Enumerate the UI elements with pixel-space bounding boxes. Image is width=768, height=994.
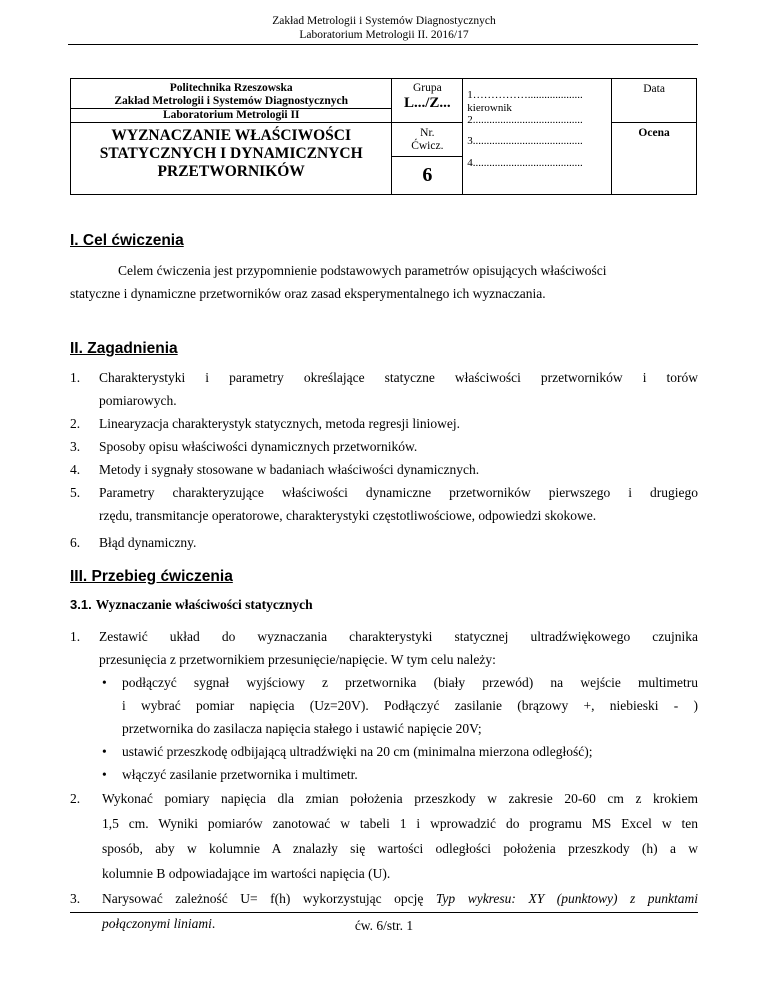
member-4-line: 4........................................ xyxy=(467,157,583,169)
title-line-2: STATYCZNYCH I DYNAMICZNYCH xyxy=(99,145,363,162)
list-item: 2. Linearyzacja charakterystyk statycznych, metoda regresji liniowej. xyxy=(70,416,460,431)
section-1-line-1: Celem ćwiczenia jest przypomnienie podstawowych parametrów opisujących właściwości xyxy=(118,263,607,278)
bullet-icon: • xyxy=(102,744,107,759)
section-3-heading: III. Przebieg ćwiczenia xyxy=(70,568,233,585)
topics-list xyxy=(70,366,698,554)
header-line-2: Laboratorium Metrologii II. 2016/17 xyxy=(299,29,469,41)
subsection-title: Wyznaczanie właściwości statycznych xyxy=(95,597,313,612)
list-item: 3. Narysować zależność U= f(h) wykorzystując opcję Typ wykresu: XY (punktowy) z punktami połączonymi liniami. xyxy=(70,891,699,931)
header-rule xyxy=(68,44,698,45)
subsection-number: 3.1. xyxy=(70,597,92,612)
list-item: 2. Wykonać pomiary napięcia dla zmian położenia przeszkody w zakresie 20-60 cm z krokiem 1,5 cm. Wyniki pomiarów zanotować w tabeli 1 i wprowadzić do programu MS Excel w ten sposób, aby w kolumnie A znalazły się wartości odległości położenia przeszkody (h) a w kolumnie B odpowiadające im wartości napięcia (U). xyxy=(70,791,698,881)
university-cell xyxy=(71,79,392,109)
procedure-list xyxy=(70,625,698,936)
title-line-3: PRZETWORNIKÓW xyxy=(157,163,305,180)
members-list xyxy=(463,79,611,170)
footer-rule xyxy=(70,912,698,913)
member-1-line: 1…………….................... xyxy=(467,89,583,101)
list-item: 1. Zestawić układ do wyznaczania charakterystyki statycznej ultradźwiękowego czujnika przesunięcia z przetwornikiem przesunięcie/napięcie. W tym celu należy: xyxy=(70,629,698,667)
exercise-label-1: Nr. xyxy=(420,127,435,139)
group-label: Grupa xyxy=(412,82,442,94)
header-line-1: Zakład Metrologii i Systemów Diagnostycznych xyxy=(272,15,496,27)
date-cell xyxy=(612,79,697,123)
university-name: Politechnika Rzeszowska xyxy=(169,82,293,94)
lab-cell xyxy=(71,109,392,123)
list-item: 1. Charakterystyki i parametry określające statyczne właściwości przetworników i torów pomiarowych. xyxy=(70,370,698,408)
group-cell xyxy=(392,79,463,123)
exercise-number: 6 xyxy=(422,164,433,186)
title-cell xyxy=(71,123,392,195)
grade-label: Ocena xyxy=(638,127,670,139)
bullet-item: • ustawić przeszkodę odbijającą ultradźwięki na 20 cm (minimalna mierzona odległość); xyxy=(70,740,698,763)
list-item: 4. Metody i sygnały stosowane w badaniach właściwości dynamicznych. xyxy=(70,462,480,477)
exercise-title xyxy=(71,123,391,181)
leader-label: kierownik xyxy=(467,101,512,114)
date-label: Data xyxy=(643,83,665,95)
list-item: 3. Sposoby opisu właściwości dynamicznych przetworników. xyxy=(70,439,418,454)
exercise-number-label-cell xyxy=(392,123,463,157)
member-2-line: 2........................................ xyxy=(467,114,583,126)
bullet-icon: • xyxy=(102,767,107,782)
lab-name: Laboratorium Metrologii II xyxy=(162,109,300,121)
exercise-label-2: Ćwicz. xyxy=(411,140,444,152)
title-line-1: WYZNACZANIE WŁAŚCIWOŚCI xyxy=(111,127,351,144)
member-3-line: 3........................................ xyxy=(467,134,583,147)
list-item: 5. Parametry charakteryzujące właściwości dynamiczne przetworników pierwszego i drugiego rzędu, transmitancje operatorowe, charakterystyki częstotliwościowe, odpowiedzi skokowe. xyxy=(70,485,698,523)
bullet-item: • włączyć zasilanie przetwornika i multimetr. xyxy=(70,763,698,786)
bullet-icon: • xyxy=(102,675,107,690)
bullet-item: • podłączyć sygnał wyjściowy z przetwornika (biały przewód) na wejście multimetru i wybrać pomiar napięcia (Uz=20V). Podłączyć zasilanie (brązowy +, niebieski - ) przetwornika do zasilacza napięcia stałego i ustawić napięcie 20V; xyxy=(70,671,698,740)
page-footer: ćw. 6/str. 1 xyxy=(354,918,414,933)
section-1-line-2: statyczne i dynamiczne przetworników oraz zasad eksperymentalnego ich wyznaczania. xyxy=(70,286,546,301)
department-name: Zakład Metrologii i Systemów Diagnostycznych xyxy=(114,95,348,107)
members-cell xyxy=(463,79,612,195)
section-1-heading: I. Cel ćwiczenia xyxy=(70,232,184,249)
list-item: 6. Błąd dynamiczny. xyxy=(70,535,197,550)
group-value: L.../Z... xyxy=(403,95,451,111)
grade-cell xyxy=(612,123,697,195)
exercise-number-cell xyxy=(392,157,463,195)
subsection-3-1-heading xyxy=(70,596,313,614)
section-2-heading: II. Zagadnienia xyxy=(70,340,178,357)
exercise-info-table xyxy=(70,78,697,195)
